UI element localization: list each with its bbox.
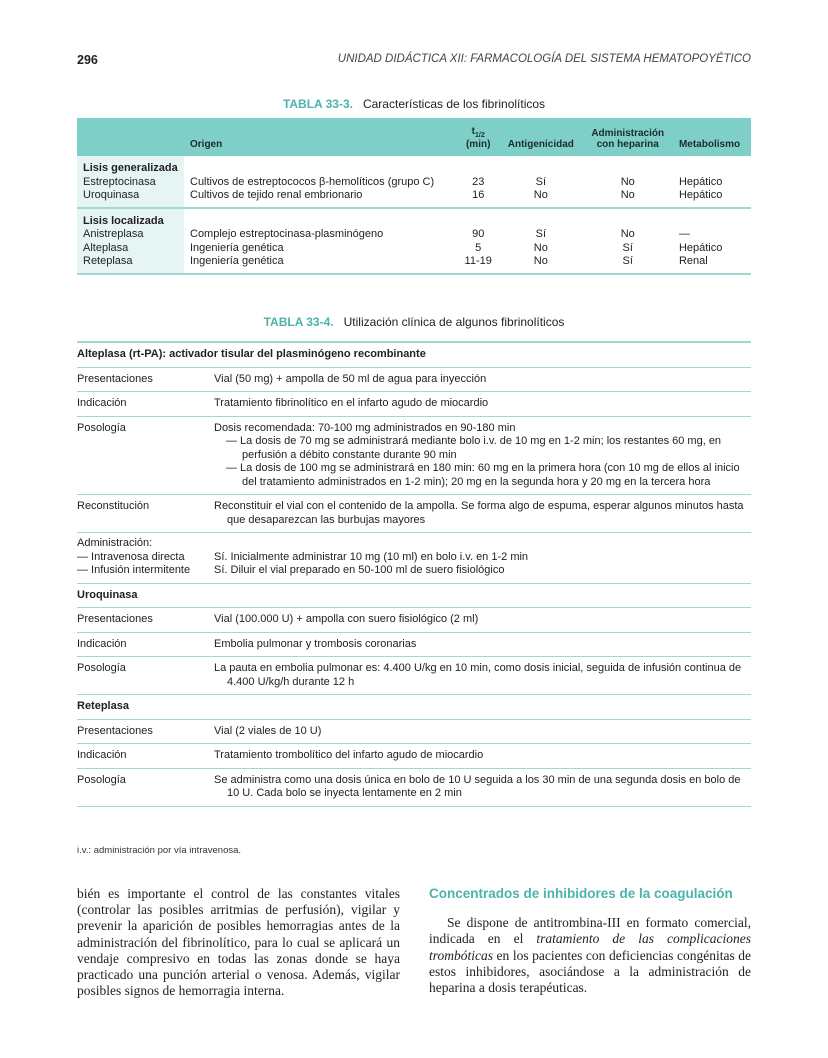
- table-label: TABLA 33-3.: [282, 97, 353, 111]
- page-number: 296: [77, 53, 98, 67]
- group-row: [77, 208, 751, 229]
- header-metabolismo: Metabolismo: [673, 118, 751, 156]
- header-antigenicidad: Antigenicidad: [499, 118, 582, 156]
- table-row: Reconstitución Reconstituir el vial con el contenido de la ampolla. Se forma algo de espuma, esperar algunos minutos hasta que desaparezcan las burbujas mayores: [77, 495, 751, 533]
- table-33-3-caption: [0, 97, 828, 111]
- section-header: Reteplasa: [77, 695, 751, 720]
- group-title: Lisis localizada: [77, 208, 184, 229]
- table-row: Indicación Tratamiento trombolítico del infarto agudo de miocardio: [77, 744, 751, 769]
- table-row: Presentaciones Vial (2 viales de 10 U): [77, 720, 751, 745]
- header-cell: [77, 118, 184, 156]
- body-column-right: [429, 886, 751, 996]
- table-33-4-caption: [0, 315, 828, 329]
- section-header: Uroquinasa: [77, 584, 751, 609]
- table-title: Utilización clínica de algunos fibrinolíticos: [343, 315, 565, 329]
- table-33-4: [77, 341, 751, 807]
- table-row: Administración: — Intravenosa directa — Infusión intermitente Sí. Inicialmente administrar 10 mg (10 ml) en bolo i.v. en 1-2 min Sí. Diluir el vial preparado en 50-100 ml de suero fisiológico: [77, 533, 751, 584]
- body-column-left: [77, 886, 400, 999]
- section-header: Alteplasa (rt-PA): activador tisular del plasminógeno recombinante: [77, 341, 751, 368]
- table-row: Reteplasa Ingeniería genética 11-19 No Sí Renal: [77, 255, 751, 274]
- table-row: Indicación Tratamiento fibrinolítico en el infarto agudo de miocardio: [77, 392, 751, 417]
- body-paragraph: bién es importante el control de las constantes vitales (controlar las posibles arritmias de perfusión), vigilar y prevenir la aparición de posibles hemorragias antes de la administración del fibrinolítico, para lo cual se aplicará un vendaje compresivo en todas las zonas donde se haya practicado una punción arterial o venosa. Además, vigilar posibles signos de hemorragia interna.: [77, 886, 400, 999]
- table-row: Estreptocinasa Cultivos de estreptococos β-hemolíticos (grupo C) 23 Sí No Hepático: [77, 176, 751, 190]
- table-title: Características de los fibrinolíticos: [362, 97, 546, 111]
- table-row: Presentaciones Vial (100.000 U) + ampolla con suero fisiológico (2 ml): [77, 608, 751, 633]
- table-label: TABLA 33-4.: [263, 315, 334, 329]
- header-origen: Origen: [184, 118, 457, 156]
- table-row: Presentaciones Vial (50 mg) + ampolla de 50 ml de agua para inyección: [77, 368, 751, 393]
- header-t12: $t_{1/2}$ (min): [457, 118, 499, 156]
- table-row: Alteplasa Ingeniería genética 5 No Sí Hepático: [77, 242, 751, 256]
- table-33-3: [77, 118, 751, 275]
- table-row: Posología Dosis recomendada: 70-100 mg administrados en 90-180 min — La dosis de 70 mg se administrará mediante bolo i.v. de 10 mg en 1-2 min; los restantes 60 mg, en perfusión a débito constante durante 90 min — La dosis de 100 mg se administrará en 180 min: 60 mg en la primera hora (con 10 mg de ellos al inicio del tratamiento administrados en 1-2 min); 20 mg en la segunda hora y 20 mg en la tercera hora: [77, 417, 751, 496]
- group-title: Lisis generalizada: [77, 156, 184, 176]
- section-title: Concentrados de inhibidores de la coagulación: [429, 886, 733, 901]
- group-row: [77, 156, 751, 176]
- running-title: UNIDAD DIDÁCTICA XII: FARMACOLOGÍA DEL SISTEMA HEMATOPOYÉTICO: [337, 53, 751, 65]
- header-administracion: Administración con heparina: [583, 118, 673, 156]
- table-row: Posología Se administra como una dosis única en bolo de 10 U seguida a los 30 min de una segunda dosis en bolo de 10 U. Cada bolo se inyecta lentamente en 2 min: [77, 769, 751, 807]
- table-footnote: i.v.: administración por vía intravenosa.: [77, 845, 242, 856]
- table-row: Uroquinasa Cultivos de tejido renal embrionario 16 No No Hepático: [77, 189, 751, 208]
- table-row: Posología La pauta en embolia pulmonar es: 4.400 U/kg en 10 min, como dosis inicial, seguida de infusión continua de 4.400 U/kg/h durante 12 h: [77, 657, 751, 695]
- table-row: Anistreplasa Complejo estreptocinasa-plasminógeno 90 Sí No —: [77, 228, 751, 242]
- table-header-row: [77, 118, 751, 156]
- table-row: Indicación Embolia pulmonar y trombosis coronarias: [77, 633, 751, 658]
- body-paragraph: Se dispone de antitrombina-III en formato comercial, indicada en el tratamiento de las complicaciones trombóticas en los pacientes con deficiencias congénitas de estos inhibidores, asociándose a la administración de heparina a dosis terapéuticas.: [429, 915, 751, 996]
